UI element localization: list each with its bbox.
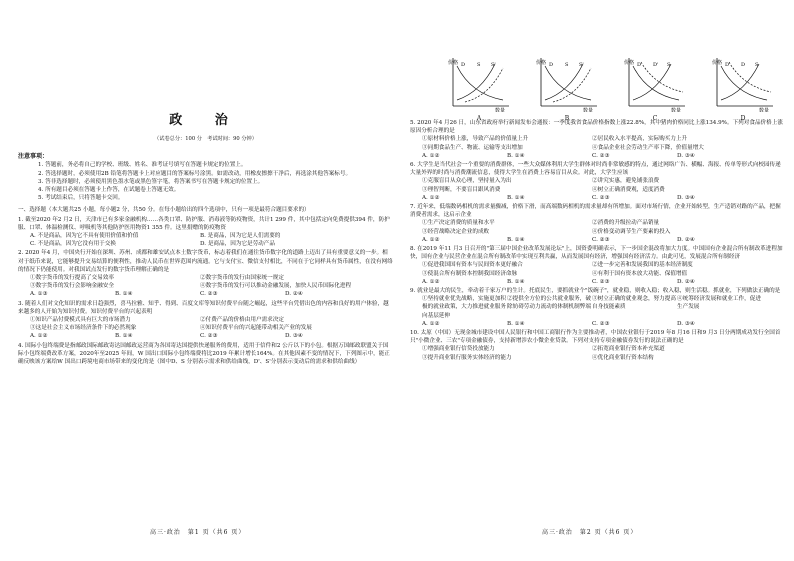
answer-choices xyxy=(410,236,785,244)
option: ①克服盲目从众心理，坚持量入为出 xyxy=(422,178,512,185)
option-list xyxy=(410,345,785,361)
answer-choice: D. ③④ xyxy=(677,194,695,201)
answer-choices xyxy=(18,290,393,298)
answer-choice: C. ②③ xyxy=(200,333,218,340)
option: ③使混合所有制资本控制我国经济命脉 xyxy=(422,270,518,277)
chart-label: D xyxy=(740,115,746,122)
curve-label: S' xyxy=(491,62,496,68)
option: ①生产决定消费的质量和水平 xyxy=(422,220,495,227)
notice-item: 2. 答选择题时，必须使用2B 铅笔将答题卡上对应题目的答案标号涂黑。如需改动，用橡皮擦擦干净后，再选涂其他答案标号。 xyxy=(38,170,352,177)
chart-c xyxy=(623,56,687,122)
option: ③同期食品生产、物流、运输等支出增加 xyxy=(422,144,523,151)
answer-choice: B. ①④ xyxy=(507,152,525,159)
question-stem: 3. 随着人们对文化知识的需求日趋强烈，喜马拉雅、知乎、得到、百度文库等知识付费平台随之崛起，这些平台凭借出色的内容和良好的用户体验，越来越多的人开始为知识付费。知识付费平台的兴起表明 xyxy=(18,300,389,315)
option: ③树立正确的就业观念，努力提高自身技能素质 xyxy=(592,296,676,311)
option: B. 是商品，因为它是人们需要的 xyxy=(200,233,281,240)
curve-label: S' xyxy=(579,62,584,68)
answer-choice: C. ②③ xyxy=(200,291,218,298)
answer-choice: C. ②③ xyxy=(592,152,610,159)
question-list-right xyxy=(410,119,785,362)
chart-b-plot xyxy=(535,56,599,112)
option: ②数字货币的发行由国家统一规定 xyxy=(200,275,284,282)
option: ③经营战略决定企业的成败 xyxy=(422,228,490,235)
answer-choice: D. ③④ xyxy=(677,320,695,327)
answer-choice: B. ①④ xyxy=(507,236,525,243)
answer-choice: C. ②③ xyxy=(592,194,610,201)
option: ②进一步完善和发展我国的基本经济制度 xyxy=(592,262,693,269)
answer-choice: D. ②④ xyxy=(285,291,303,298)
question xyxy=(18,216,393,249)
question-stem: 7. 近年来，低端数码相机的需求量骤减，价格下滑，而高端数码相机的需求量却有所增加。面对市场行情，企业开始转型，生产适销对路的产品，把握消费者需求，这启示企业 xyxy=(410,204,781,219)
chart-label: B xyxy=(564,115,570,122)
answer-choice: D. ③④ xyxy=(285,333,303,340)
answer-choice: B. ①④ xyxy=(115,333,133,340)
chart-d xyxy=(711,56,775,122)
supply-demand-charts xyxy=(447,56,777,122)
curve-label: D xyxy=(637,62,642,68)
option-list xyxy=(410,295,785,320)
option: ④统筹经济发展和就业工作，促进生产发展 xyxy=(677,296,761,311)
curve-label: S xyxy=(477,62,481,68)
question xyxy=(18,249,393,298)
option: ③数字货币的发行会影响金融安全 xyxy=(30,283,114,290)
question xyxy=(410,203,785,244)
option-list xyxy=(410,135,785,151)
option: ②付费产品的价格由用户需求决定 xyxy=(200,317,284,324)
y-axis-label: 价格 xyxy=(536,60,547,66)
right-column xyxy=(410,118,785,362)
option: ④知识付费平台的兴起能带动相关产业的发展 xyxy=(200,325,312,332)
question-stem: 1. 截至2020 年2 月2 日，天津市已有多家金融机构……各类口罩、防护服、消毒液等防疫物资，共计1 299 件，其中包括定向免费提供394 件，防护服、口罩、体温检测仪、呼吸机等其他防护医用物资1 355 件。这里捐赠的防疫物资 xyxy=(18,216,390,231)
x-axis-label: 数量 xyxy=(671,108,682,112)
question-stem: 4. 国际小包终端费是指邮政国际邮政寄达国邮政运营商为各国寄达国提供快递服务的费用，适用于信件和2 公斤以下的小包。根据万国邮政联盟关于国际小包终端费改革方案，2020年至2025 年间，W 国出口国际小包终端费将比2019 年累计增长164%。在其他因素不变的情况下，下列图示中，能正确反映该方案给W 国出口跨境电商市场带来的变化的是（图中D、S 分别表示需求和供给曲线，D'、S'分别表示变动后的需求和供给曲线） xyxy=(18,342,390,366)
chart-a-plot xyxy=(447,56,511,112)
option: ④树立正确消费观，适度消费 xyxy=(592,186,665,193)
chart-a xyxy=(447,56,511,122)
option-list xyxy=(18,232,393,248)
curve-label: D xyxy=(461,62,466,68)
y-axis-label: 价格 xyxy=(624,60,635,66)
option-list xyxy=(18,274,393,290)
chart-d-plot xyxy=(711,56,775,112)
question xyxy=(18,300,393,341)
answer-choice: B. ①④ xyxy=(507,194,525,201)
question xyxy=(410,329,785,362)
answer-choice: A. ①② xyxy=(422,320,440,327)
option: ②居民收入水平提高，实际购买力上升 xyxy=(592,136,688,143)
answer-choice: D. ③④ xyxy=(677,152,695,159)
question xyxy=(410,287,785,328)
answer-choices xyxy=(18,332,393,340)
curve xyxy=(457,64,495,100)
exam-info: （试卷总分：100 分 考试时间：90 分钟） xyxy=(154,136,257,142)
option: ②讲究实惠，避免铺张浪费 xyxy=(592,178,660,185)
curve xyxy=(545,66,591,100)
answer-choice: A. ①③ xyxy=(30,291,48,298)
notice-heading: 注意事项： xyxy=(18,153,49,161)
option: ②拓宽商业银行资本补充渠道 xyxy=(592,346,665,353)
question-stem: 2. 2020 年4 月，中国央行开始在深圳、苏州、成都和雄安试点本土数字货币，标志着我们在通往货币数字化的道路上迈出了具有重要意义的一步。相对于纸币来说，它能够提升交易结算的便利性，推动人民币在世界范围内流通。它与支付宝、微信支付相比，不同在于它同样具有货币属性，在没有网络的情况下仍能使用。对我国试点发行的数字货币理解正确的是 xyxy=(18,250,393,273)
question-stem: 9. 就业是最大的民生，牵动着千家万户的生计。托底民生，要抓就业个"饭碗子"，就业稳，则收入稳；收入稳，则生活稳。抓就业，下列做法正确的是 xyxy=(410,288,781,295)
answer-choices xyxy=(410,278,785,286)
answer-choice: A. ①② xyxy=(422,236,440,243)
question-stem: 6. 大学生是当代社会一个重要的消费群体，一些大众媒体利用大学生群体对时尚非常敏感的特点，通过网络广告、横幅、海报、传单等形式向校园传递大量外界的时尚与消费潮流信息，使得大学生在消费上容易盲目从众。对此，大学生应该 xyxy=(410,162,781,177)
curve xyxy=(633,66,679,100)
chart-c-plot xyxy=(623,56,687,112)
question-stem: 8. 在2019 年11 月3 日召开的"第三届中国企业改革发展论坛"上，国资委明确表示，下一步国企混改将加大力度。中国国有企业混合所有制改革进程加快，国有企业与民营企业在混合所有制改革中实现互利共赢，从而发展国有经济，增强国有经济活力。由此可见，发展混合所有制经济 xyxy=(410,246,783,261)
option: ①促进我国国有资本与民间资本更好融合 xyxy=(422,262,523,269)
answer-choices xyxy=(410,194,785,202)
answer-choice: B. ①④ xyxy=(507,278,525,285)
footer-right: 高三·政治 第2 页（共6 页） xyxy=(542,529,638,536)
footer-left: 高三·政治 第1 页（共6 页） xyxy=(150,529,246,536)
answer-choice: B. ①④ xyxy=(115,291,133,298)
curve-label: D xyxy=(549,62,554,68)
question-stem: 5. 2020 年4 月26 日，山东省政府举行新闻发布会通报：一季度我省食品价格指数上涨22.8%，其中猪肉价格同比上涨134.9%。下列对食品价格上涨原因分析合理的是 xyxy=(410,120,783,135)
answer-choice: A. ①② xyxy=(30,333,48,340)
option-list xyxy=(410,177,785,193)
notice-item: 5. 考试结束后，只将答题卡交回。 xyxy=(38,195,124,202)
curve xyxy=(729,62,771,92)
answer-choice: C. ②③ xyxy=(592,278,610,285)
option: C. 不是商品，因为它没有用于交换 xyxy=(30,241,116,248)
option: ④有利于国有资本放大功能、保值增值 xyxy=(592,270,688,277)
question xyxy=(18,342,393,367)
curve-label: D' xyxy=(725,62,731,68)
answer-choice: B. ①④ xyxy=(507,320,525,327)
x-axis-label: 数量 xyxy=(495,108,506,112)
question-stem: 10. 太原（中国）无现金城市建设中国人民银行和中国工商银行作为主要推动者，中国农业银行于2019 年8 月16 日和9 月3 日分两期成功发行全国首只"小微企业、三农"专项金融债券，支持新增涉农小微企业贷款。下列对支持专项金融债券发行的说法正确的是 xyxy=(410,330,781,345)
chart-b xyxy=(535,56,599,122)
answer-choices xyxy=(410,152,785,160)
curve xyxy=(721,66,767,100)
answer-choice: D. ②④ xyxy=(677,236,695,243)
option: A. 不是商品，因为它不具有使用价值和价值 xyxy=(30,233,139,240)
option: ④优化商业银行资本结构 xyxy=(592,354,654,361)
chart-label: C xyxy=(652,115,658,122)
x-axis-label: 数量 xyxy=(759,108,770,112)
curve xyxy=(641,62,683,92)
option: ①增强商业银行信贷投放能力 xyxy=(422,346,495,353)
option: ①原材料价格上涨，导致产品的价值量上升 xyxy=(422,136,529,143)
curve-label: D' xyxy=(653,62,659,68)
option: ④食品企业社会劳动生产率下降，价值量增大 xyxy=(592,144,704,151)
curve xyxy=(545,64,583,100)
option: ①数字货币的发行提高了交易效率 xyxy=(30,275,114,282)
option: ④数字货币的发行可以推动金融发展，加快人民币国际化进程 xyxy=(200,283,352,290)
option: ④价格变动调节生产要素的投入 xyxy=(592,228,671,235)
curve xyxy=(633,64,671,100)
chart-label: A xyxy=(476,115,482,122)
answer-choices xyxy=(410,320,785,328)
answer-choice: A. ①② xyxy=(422,152,440,159)
answer-choice: A. ①② xyxy=(422,194,440,201)
curve-label: S xyxy=(565,62,569,68)
option-list xyxy=(410,261,785,277)
option: ③这是社会主义市场经济条件下的必然现象 xyxy=(30,325,137,332)
option: ②提供全方位的公共就业服务，破除妨碍劳动力流动的体制机制弊端 xyxy=(507,296,591,311)
option: ③理智判断，不要盲目跟风消费 xyxy=(422,186,501,193)
option-list xyxy=(410,219,785,235)
question xyxy=(410,119,785,160)
y-axis-label: 价格 xyxy=(712,60,723,66)
curve xyxy=(457,66,503,100)
notice-item: 4. 所有题目必须在答题卡上作答，在试题卷上答题无效。 xyxy=(38,187,180,194)
curve-label: D xyxy=(741,62,746,68)
option: ①坚持就业优先战略，实施更加积极的就业政策，大力推进就业服务向基层延伸 xyxy=(422,296,506,319)
y-axis-label: 价格 xyxy=(448,60,459,66)
option: ②消费的升级拉动产品销量 xyxy=(592,220,660,227)
answer-choice: C. ②③ xyxy=(592,236,610,243)
question xyxy=(410,161,785,202)
left-column xyxy=(18,0,393,366)
question-list-left xyxy=(18,216,393,367)
page-title: 政 治 xyxy=(169,113,242,128)
option: D. 是商品，因为它是劳动产品 xyxy=(200,241,275,248)
curve-label: S xyxy=(667,62,671,68)
notice-block xyxy=(18,153,393,202)
section-heading: 一、选择题（本大题共25 小题，每小题2 分，共50 分。在每小题给出的四个选项中，只有一项是最符合题目要求的） xyxy=(18,207,310,214)
option-list xyxy=(18,316,393,332)
notice-item: 1. 答题前，务必将自己的学校、班级、姓名、准考证号填写在答题卡规定的位置上。 xyxy=(38,162,247,169)
answer-choice: D. ②④ xyxy=(677,278,695,285)
answer-choice: C. ②③ xyxy=(592,320,610,327)
x-axis-label: 数量 xyxy=(583,108,594,112)
curve-label: S xyxy=(755,62,759,68)
curve xyxy=(721,64,759,100)
answer-choice: A. ①② xyxy=(422,278,440,285)
option: ③提升商业银行服务实体经济的能力 xyxy=(422,354,512,361)
option: ①知识产品付费模式具有巨大的市场潜力 xyxy=(30,317,131,324)
question xyxy=(410,245,785,286)
notice-item: 3. 答非选择题时，必须使用黑色墨水笔或黑色签字笔，将答案书写在答题卡规定的位置上。 xyxy=(38,178,264,185)
